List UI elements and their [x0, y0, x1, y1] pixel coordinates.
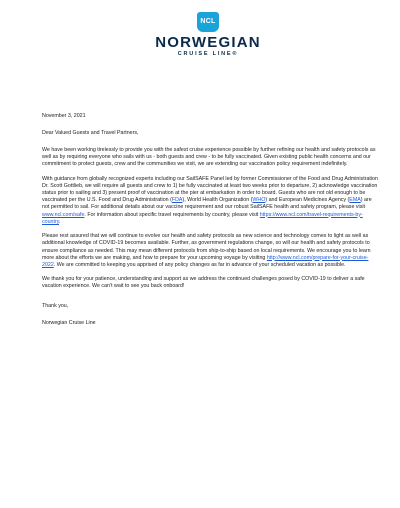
letter-greeting: Dear Valued Guests and Travel Partners,	[42, 130, 139, 137]
logo-name: NORWEGIAN	[155, 34, 261, 51]
p2-text-6: .	[58, 218, 61, 225]
ncl-safe-link[interactable]: www.ncl.com/safe	[42, 211, 85, 218]
p2-text-5: . For information about specific travel requirements by country, please visit	[84, 211, 260, 218]
ema-link[interactable]: EMA	[349, 197, 361, 204]
ncl-logo	[148, 12, 268, 58]
who-link[interactable]: WHO	[252, 197, 266, 204]
p2-text-4: ) are not permitted to sail. For additional details about our vaccine requirement and our robust SailSAFE health and safety program, please visit	[42, 197, 372, 211]
paragraph-2	[42, 176, 378, 226]
paragraph-4: We thank you for your patience, understanding and support as we address the continued challenges posed by COVID-19 to deliver a safe vacation experience. We can’t wait to see you back onboard!	[42, 276, 365, 290]
ncl-badge-icon: NCL	[197, 12, 219, 32]
p2-text-3: ) and European Medicines Agency (	[265, 197, 350, 204]
p3-text-1: Please rest assured that we will continue to evolve our health and safety protocols as new science and technology comes to light as well as additional knowledge of COVID-19 becomes available. Further, as government regulations change, so will our health and safety protocols to ensure compliance as needed. This may mean different protocols from ship-to-ship based on local requirements. We encourage you to learn more about the efforts we are making, and how to prepare for your upcoming voyage by visiting	[42, 233, 371, 261]
paragraph-3	[42, 233, 378, 268]
p2-text-1: With guidance from globally recognized experts including our SailSAFE Panel led by former Commissioner of the Food and Drug Administration Dr. Scott Gottlieb, we will require all guests and crew to 1) be fully vaccinated at least two weeks prior to departure, 2) acknowledge vaccination status prior to sailing and 3) present proof of vaccination at the pier at embarkation in order to board. Guests who are not old enough to be vaccinated per the U.S. Food and Drug Administration (	[42, 176, 378, 204]
p3-text-2: . We are committed to keeping you apprised of any policy changes as far in advance of your scheduled vacation as possible.	[53, 261, 346, 268]
letter-body	[42, 113, 378, 334]
prepare-cruise-link[interactable]: http://www.ncl.com/prepare-for-your-cruise-2022	[42, 254, 369, 268]
signature: Norwegian Cruise Line	[42, 319, 96, 326]
fda-link[interactable]: FDA	[171, 197, 183, 204]
p2-text-2: ), World Health Organization (	[182, 197, 253, 204]
paragraph-1: We have been working tirelessly to provide you with the safest cruise experience possible by further refining our health and safety protocols as well as by requiring everyone who sails with us - both guests and crew - to be fully vaccinated. Given existing public health concerns and our commitment to protect guests, crew and the communities we visit, we are extending our vaccination policy requirement indefinitely.	[42, 147, 376, 168]
letter-date: November 3, 2021	[42, 113, 86, 119]
logo-subtitle: CRUISE LINE®	[177, 51, 239, 57]
travel-requirements-link[interactable]: https://www.ncl.com/travel-requirements-by-country	[42, 211, 363, 225]
signoff: Thank you,	[42, 302, 69, 309]
